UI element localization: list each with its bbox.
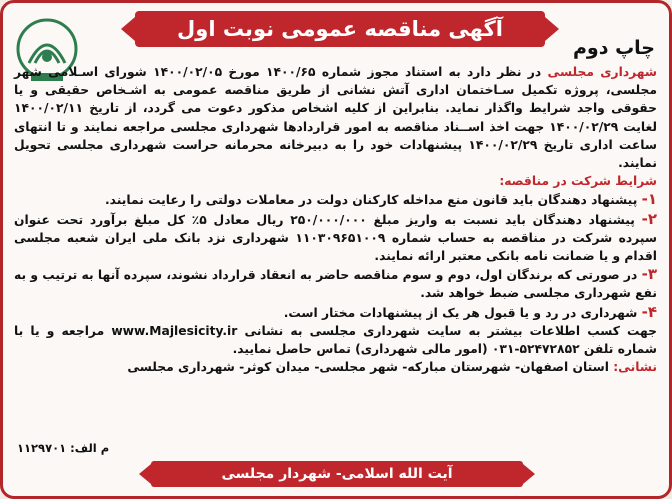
website-link[interactable]: www.Majlesicity.ir <box>111 323 238 338</box>
intro-paragraph <box>14 63 657 172</box>
address-label: نشانی: <box>613 360 657 375</box>
contact-text-before: جهت کسب اطلاعات بیشتر به سایت شهرداری مجلسی به نشانی <box>237 323 657 338</box>
condition-number: ۱- <box>641 190 657 209</box>
reference-number: م الف: ۱۱۲۹۷۰۱ <box>17 441 110 455</box>
condition-item <box>14 265 657 302</box>
ad-title: آگهی مناقصه عمومی نوبت اول <box>135 11 545 47</box>
signature-banner: آیت الله اسلامی- شهردار مجلسی <box>151 461 523 487</box>
ad-body <box>14 63 657 376</box>
condition-item <box>14 210 657 266</box>
address-paragraph <box>14 358 657 376</box>
condition-item <box>14 303 657 322</box>
intro-text: در نظر دارد به استناد مجوز شماره ۱۴۰۰/۶۵ مورخ ۱۴۰۰/۰۲/۰۵ شورای اسـلامی شهر مجلسی، پروژه تکمیل سـاختمان اداری آتش نشانی از طریق مناقصه عمومی به اشـخاص حقیقی و یا حقوقی واجد شرایط واگذار نماید. بنابراین از کلیه اشخاص مذکور دعوت می گردد، از تاریخ ۱۴۰۰/۰۲/۱۱ لغایت ۱۴۰۰/۰۲/۲۹ جهت اخذ اســناد مناقصه به امور قراردادها شهرداری مجلسی مراجعه نمایند و تا انتهای ساعت اداری تاریخ ۱۴۰۰/۰۲/۲۹ پیشنهادات خود را به دبیرخانه محرمانه حراست شهرداری مجلسی تحویل نمایند. <box>14 65 658 171</box>
conditions-heading: شرایط شرکت در مناقصه: <box>499 174 657 189</box>
organization-name: شهرداری مجلسی <box>547 65 657 79</box>
condition-number: ۲- <box>641 209 657 228</box>
condition-number: ۴- <box>641 302 657 321</box>
address-text: استان اصفهان- شهرستان مبارکه- شهر مجلسی- میدان کوثر- شهرداری مجلسی <box>127 360 614 375</box>
condition-item <box>14 190 657 209</box>
condition-text: پیشنهاد دهندگان باید قانون منع مداخله کارکنان دولت در معاملات دولتی را رعایت نمایند. <box>104 193 642 208</box>
condition-number: ۳- <box>641 265 657 284</box>
edition-label: چاپ دوم <box>572 37 655 59</box>
condition-text: پیشنهاد دهندگان باید نسبت به واریز مبلغ ۲۵۰/۰۰۰/۰۰۰ ریال معادل ۵٪ کل مبلغ برآورد تحت عنوان سپرده شرکت در مناقصه به حساب شماره ۱۱۰۳۰۹۶۵۱۰۰۹ شهرداری نزد بانک ملی ایران شعبه مجلسی اقدام و یا ضمانت نامه بانکی معتبر ارائه نمایند. <box>14 212 657 264</box>
contact-text-after: مراجعه و یا با شماره تلفن ۵۲۴۷۲۸۵۲-۰۳۱ (امور مالی شهرداری) تماس حاصل نمایید. <box>14 323 657 357</box>
condition-text: شهرداری در رد و یا قبول هر یک از پیشنهادات مختار است. <box>283 305 642 320</box>
contact-paragraph <box>14 322 657 358</box>
condition-text: در صورتی که برندگان اول، دوم و سوم مناقصه حاضر به انعقاد قرارداد نشوند، سپرده آنها به ترتیب و به نفع شهرداری مجلسی ضبط خواهد شد. <box>14 268 657 301</box>
